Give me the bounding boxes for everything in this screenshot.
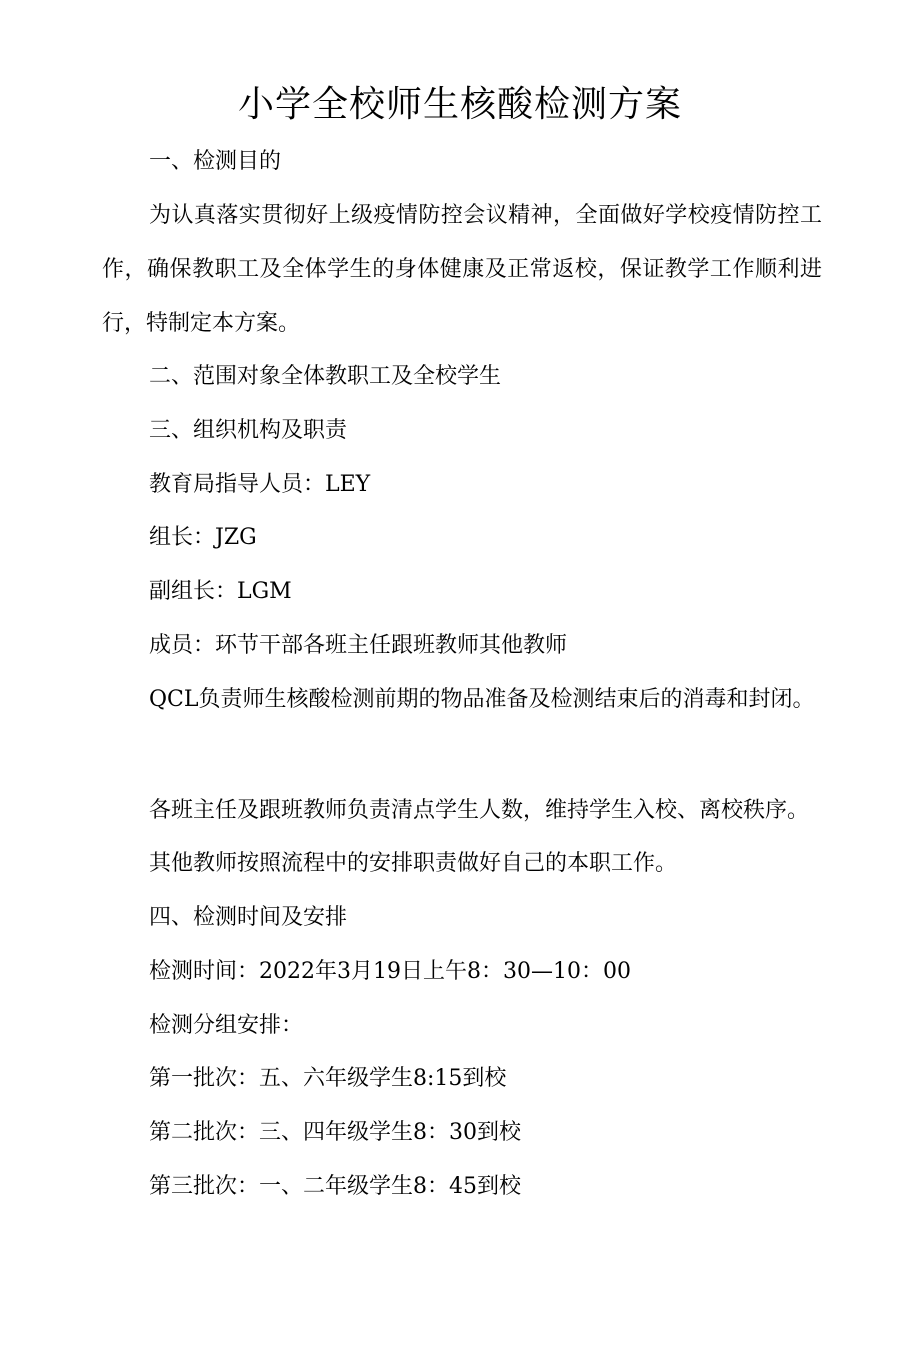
batch-3-line: 第三批次：一、二年级学生8：45到校 (149, 1174, 521, 1199)
section-1-body: 为认真落实贯彻好上级疫情防控会议精神，全面做好学校疫情防控工作，确保教职工及全体学生的身体健康及正常返校，保证教学工作顺利进行，特制定本方案。 (102, 203, 822, 336)
test-time-line: 检测时间：2022年3月19日上午8：30—10：00 (149, 959, 631, 984)
class-teacher-duty-line: 各班主任及跟班教师负责清点学生人数，维持学生入校、离校秩序。 (149, 798, 810, 823)
section-3-heading: 三、组织机构及职责 (149, 418, 348, 443)
qcl-duty-paragraph: QCL负责师生核酸检测前期的物品准备及检测结束后的消毒和封闭。 (149, 687, 815, 712)
guide-person-line: 教育局指导人员：LEY (149, 472, 371, 497)
group-arrangement-line: 检测分组安排： (149, 1013, 304, 1038)
members-line: 成员：环节干部各班主任跟班教师其他教师 (149, 633, 568, 658)
other-teacher-duty-line: 其他教师按照流程中的安排职责做好自己的本职工作。 (149, 851, 678, 876)
section-4-heading: 四、检测时间及安排 (149, 905, 348, 930)
batch-2-line: 第二批次：三、四年级学生8：30到校 (149, 1120, 521, 1145)
batch-1-line: 第一批次：五、六年级学生8:15到校 (149, 1066, 507, 1091)
leader-line: 组长：JZG (149, 525, 257, 550)
deputy-leader-line: 副组长：LGM (149, 579, 292, 604)
section-2-heading: 二、范围对象全体教职工及全校学生 (149, 364, 502, 389)
section-1-heading: 一、检测目的 (149, 149, 282, 174)
document-title: 小学全校师生核酸检测方案 (237, 84, 682, 125)
